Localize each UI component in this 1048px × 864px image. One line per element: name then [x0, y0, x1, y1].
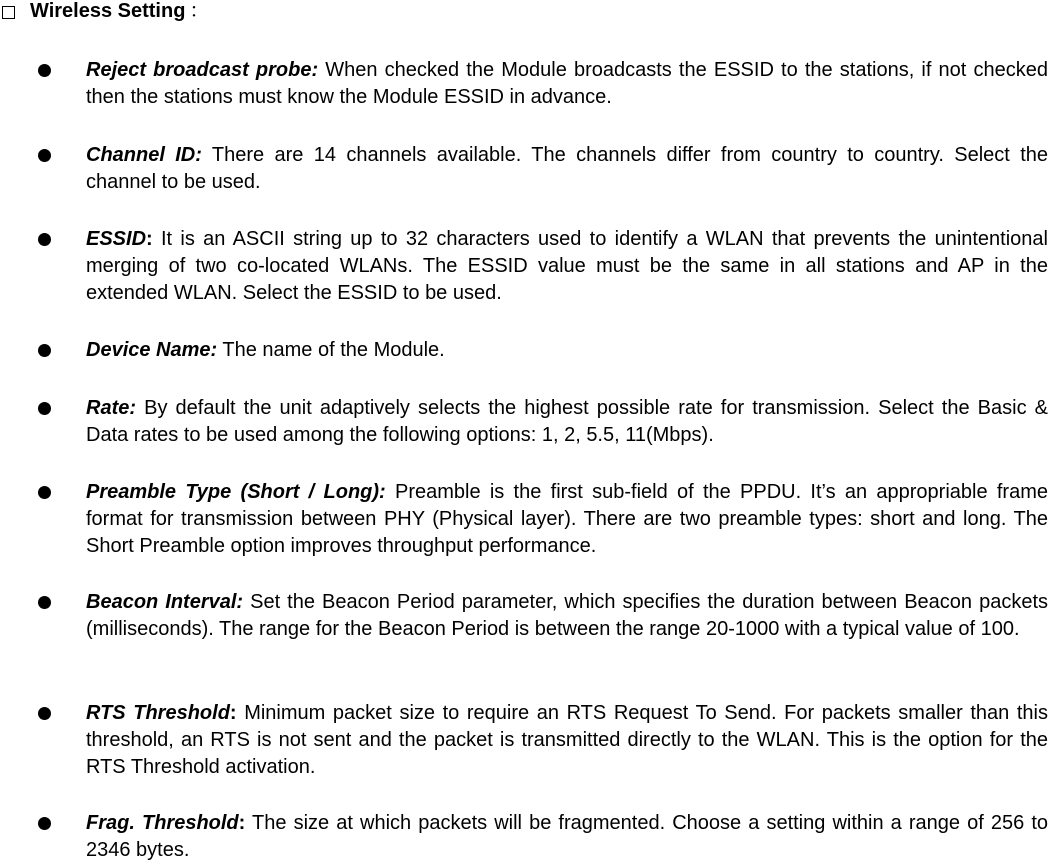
entry-term: Preamble Type (Short / Long):: [86, 481, 386, 503]
bullet-icon: [38, 344, 51, 357]
entry-text: [86, 57, 1048, 111]
entry-term: Frag. Threshold: [86, 812, 239, 834]
entry-term: RTS Threshold: [86, 702, 230, 724]
entry-description: The name of the Module.: [217, 339, 445, 361]
entry-description: Set the Beacon Period parameter, which specifies the duration between Beacon packets (milliseconds). The range for the Beacon Period is between the range 20-1000 with a typical value of 100.: [86, 591, 1048, 640]
entry-text: [86, 700, 1048, 781]
entry-description: There are 14 channels available. The channels differ from country to country. Select the channel to be used.: [86, 144, 1048, 193]
entry-description: Minimum packet size to require an RTS Request To Send. For packets smaller than this threshold, an RTS is not sent and the packet is transmitted directly to the WLAN. This is the option for the RTS Threshold activation.: [86, 702, 1048, 778]
entry-description: When checked the Module broadcasts the ESSID to the stations, if not checked then the stations must know the Module ESSID in advance.: [86, 59, 1048, 108]
entry-text: [86, 337, 1048, 364]
bullet-icon: [38, 817, 51, 830]
section-heading: [0, 0, 209, 22]
bullet-icon: [38, 402, 51, 415]
entry-text: [86, 589, 1048, 643]
section-title-colon: ：: [189, 0, 210, 22]
entry-term: Rate:: [86, 397, 137, 419]
entry-term: Beacon Interval:: [86, 591, 244, 613]
bullet-icon: [38, 64, 51, 77]
entry-term: Channel ID:: [86, 144, 202, 166]
entry-term: ESSID: [86, 228, 147, 250]
entry-description: Preamble is the first sub-field of the PPDU. It’s an appropriable frame format for transmission between PHY (Physical layer). There are two preamble types: short and long. The Short Preamble option improves throughput performance.: [86, 481, 1048, 557]
square-outline-icon: [2, 6, 15, 19]
entry-description: It is an ASCII string up to 32 characters used to identify a WLAN that prevents the unintentional merging of two co-located WLANs. The ESSID value must be the same in all stations and AP in the extended WLAN. Select the ESSID to be used.: [86, 228, 1048, 304]
entry-text: [86, 142, 1048, 196]
entry-colon: :: [238, 812, 246, 834]
entry-description: By default the unit adaptively selects the highest possible rate for transmission. Select the Basic & Data rates to be used among the following options: 1, 2, 5.5, 11(Mbps).: [86, 397, 1048, 446]
bullet-icon: [38, 596, 51, 609]
bullet-icon: [38, 486, 51, 499]
bullet-icon: [38, 233, 51, 246]
entry-text: [86, 479, 1048, 560]
entry-term: Device Name:: [86, 339, 218, 361]
bullet-icon: [38, 707, 51, 720]
entry-description: The size at which packets will be fragmented. Choose a setting within a range of 256 to 2346 bytes.: [86, 812, 1048, 861]
section-title: Wireless Setting: [30, 0, 186, 22]
entry-text: [86, 226, 1048, 307]
entry-text: [86, 395, 1048, 449]
entry-colon: :: [229, 702, 237, 724]
entry-colon: :: [146, 228, 153, 250]
entry-text: [86, 810, 1048, 864]
bullet-icon: [38, 149, 51, 162]
entry-term: Reject broadcast probe:: [86, 59, 319, 81]
